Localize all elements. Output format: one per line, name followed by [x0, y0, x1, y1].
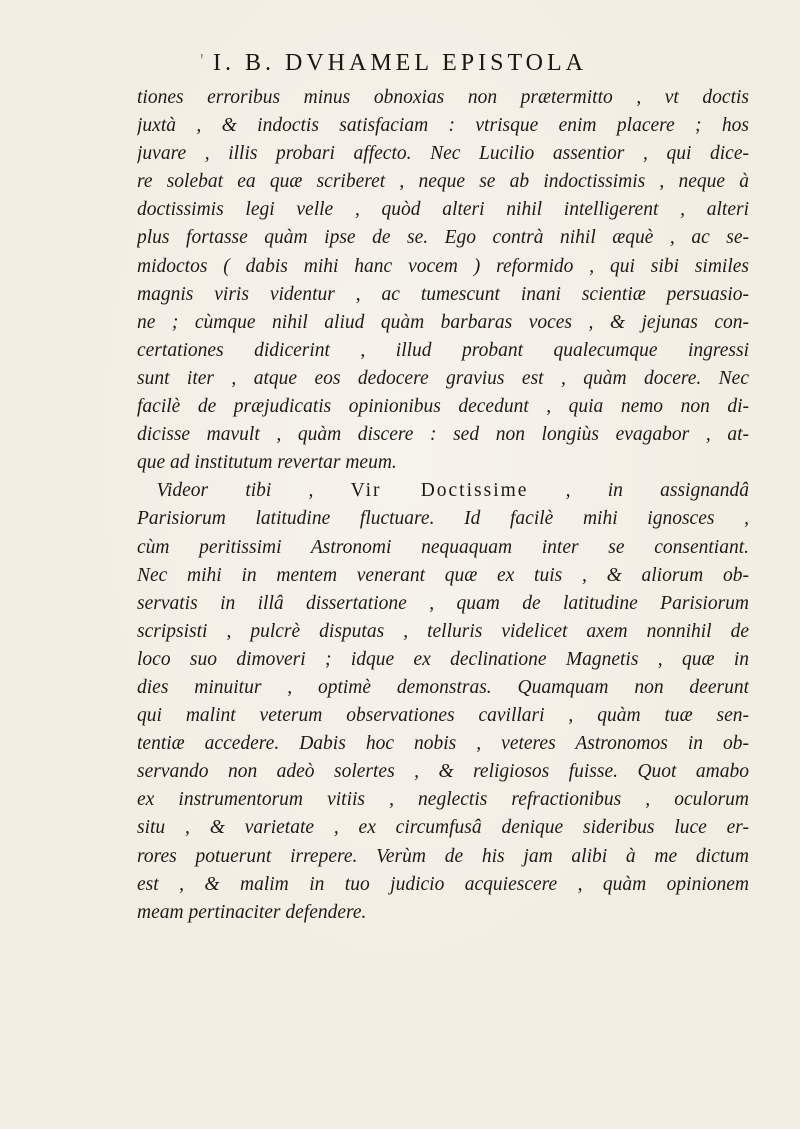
salutation-vir-doctissime: Vir Doctissime [350, 480, 529, 502]
text-line: magnis viris videntur , ac tumescunt inani scientiæ persuasio- [137, 283, 749, 305]
text-line: re solebat ea quæ scriberet , neque se ab indoctissimis , neque à [137, 171, 749, 193]
text-line: rores potuerunt irrepere. Verùm de his jam alibi à me dictum [137, 845, 749, 867]
text-line: certationes didicerint , illud probant qualecumque ingressi [137, 339, 749, 361]
text-line: qui malint veterum observationes cavillari , quàm tuæ sen- [137, 705, 749, 727]
text-line: juxtà , & indoctis satisfaciam : vtrisque enim placere ; hos [137, 115, 749, 137]
text-line: Nec mihi in mentem venerant quæ ex tuis , & aliorum ob- [137, 564, 749, 586]
text-line: scripsisti , pulcrè disputas , telluris videlicet axem nonnihil de [137, 620, 749, 642]
text-line: cùm peritissimi Astronomi nequaquam inter se consentiant. [137, 536, 749, 558]
text-line: juvare , illis probari affecto. Nec Lucilio assentior , qui dice- [137, 143, 749, 165]
text-line: dicisse mavult , quàm discere : sed non longiùs evagabor , at- [137, 424, 749, 446]
text-line: ex instrumentorum vitiis , neglectis refractionibus , oculorum [137, 789, 749, 811]
salutation-lead: Videor tibi , [156, 480, 351, 502]
text-line: servando non adeò solertes , & religiosos fuisse. Quot amabo [137, 761, 749, 783]
latin-body-text [137, 84, 749, 927]
paragraph-end-line: que ad institutum revertar meum. [137, 452, 397, 474]
text-line: ne ; cùmque nihil aliud quàm barbaras voces , & jejunas con- [137, 311, 749, 333]
text-line: sunt iter , atque eos dedocere gravius est , quàm docere. Nec [137, 367, 749, 389]
paragraph-end-line: meam pertinaciter defendere. [137, 901, 367, 923]
text-line: tiones erroribus minus obnoxias non prætermitto , vt doctis [137, 87, 749, 108]
text-line: dies minuitur , optimè demonstras. Quamquam non deerunt [137, 676, 749, 698]
text-line: est , & malim in tuo judicio acquiescere , quàm opinionem [137, 873, 749, 895]
text-line: doctissimis legi velle , quòd alteri nihil intelligerent , alteri [137, 199, 749, 221]
text-line: tentiæ accedere. Dabis hoc nobis , veteres Astronomos in ob- [137, 733, 749, 755]
salutation-line [137, 477, 749, 505]
text-line: facilè de præjudicatis opinionibus decedunt , quia nemo non di- [137, 396, 749, 418]
running-header: I. B. DVHAMEL EPISTOLA [213, 50, 587, 76]
text-line: Parisiorum latitudine fluctuare. Id facilè mihi ignosces , [137, 508, 749, 530]
text-line: situ , & varietate , ex circumfusâ denique sideribus luce er- [137, 817, 749, 839]
header-mark: ' [200, 50, 204, 72]
text-line: loco suo dimoveri ; idque ex declinatione Magnetis , quæ in [137, 648, 749, 670]
text-line: servatis in illâ dissertatione , quam de latitudine Parisiorum [137, 592, 749, 614]
text-line: midoctos ( dabis mihi hanc vocem ) reformido , qui sibi similes [137, 255, 749, 277]
text-line: plus fortasse quàm ipse de se. Ego contrà nihil æquè , ac se- [137, 227, 749, 249]
salutation-tail: , in assignandâ [528, 480, 749, 502]
